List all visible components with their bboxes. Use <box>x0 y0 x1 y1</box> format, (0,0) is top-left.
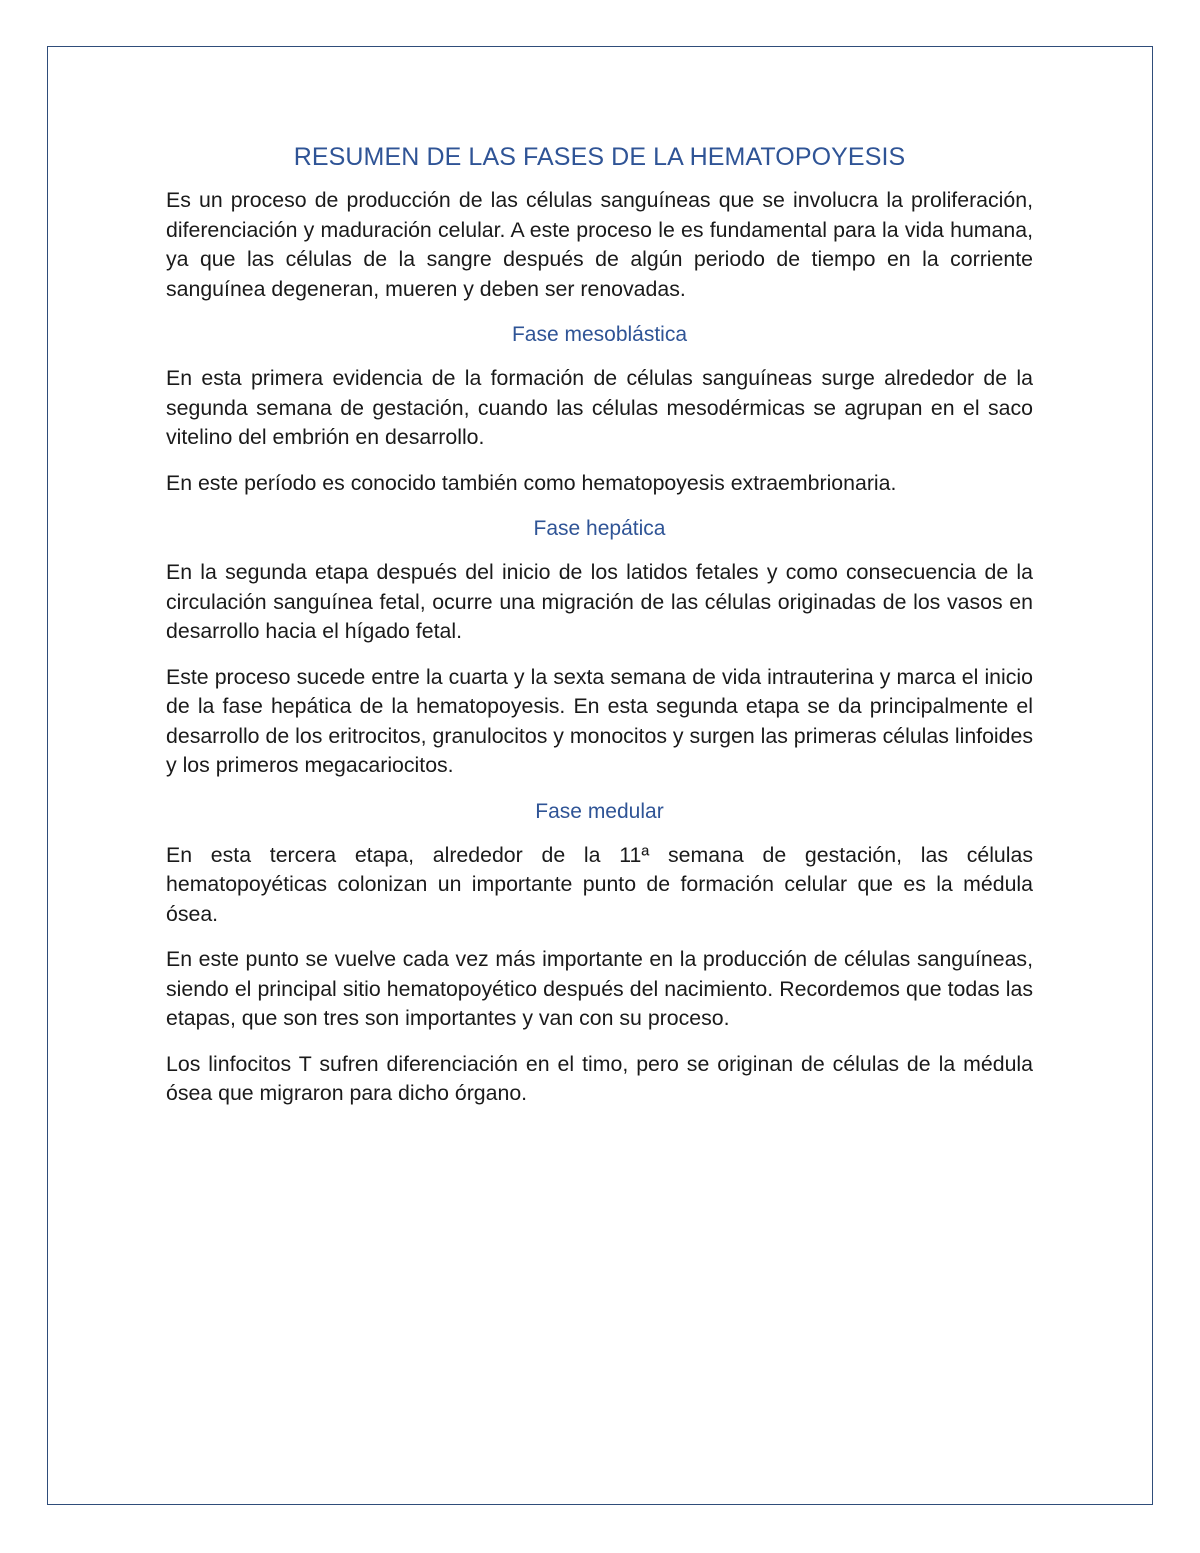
section-heading: Fase medular <box>535 799 664 823</box>
section-paragraph: En esta tercera etapa, alrededor de la 11ª semana de gestación, las células hematopoyéticas colonizan un importante punto de formación celular que es la médula ósea. <box>166 842 1033 926</box>
section-paragraph: En la segunda etapa después del inicio de los latidos fetales y como consecuencia de la circulación sanguínea fetal, ocurre una migración de las células originadas de los vasos en desarrollo hacia el hígado fetal. <box>166 560 1033 643</box>
document-title: RESUMEN DE LAS FASES DE LA HEMATOPOYESIS <box>293 143 906 171</box>
section-paragraph: Los linfocitos T sufren diferenciación en el timo, pero se originan de células de la médula ósea que migraron para dicho órgano. <box>166 1051 1033 1105</box>
section-paragraph: En este período es conocido también como hematopoyesis extraembrionaria. <box>166 470 897 495</box>
section-heading: Fase mesoblástica <box>511 323 688 346</box>
section-fase-medular <box>166 797 1033 1109</box>
section-paragraph: En este punto se vuelve cada vez más importante en la producción de células sanguíneas, siendo el principal sitio hematopoyético después del nacimiento. Recordemos que todas las etapas, que son tres son importantes y van con su proceso. <box>166 947 1033 1030</box>
section-fase-hepatica <box>166 514 1033 781</box>
section-fase-mesoblastica <box>166 320 1033 498</box>
section-heading: Fase hepática <box>533 517 666 540</box>
section-paragraph: En esta primera evidencia de la formación de células sanguíneas surge alrededor de la segunda semana de gestación, cuando las células mesodérmicas se agrupan en el saco vitelino del embrión en desarrollo. <box>166 366 1033 449</box>
section-paragraph: Este proceso sucede entre la cuarta y la sexta semana de vida intrauterina y marca el inicio de la fase hepática de la hematopoyesis. En esta segunda etapa se da principalmente el desarrollo de los eritrocitos, granulocitos y monocitos y surgen las primeras células linfoides y los primeros megacariocitos. <box>166 664 1033 777</box>
document-body <box>166 140 1033 1125</box>
intro-paragraph: Es un proceso de producción de las células sanguíneas que se involucra la proliferación, diferenciación y maduración celular. A este proceso le es fundamental para la vida humana, ya que las células de la sangre después de algún periodo de tiempo en la corriente sanguínea degeneran, mueren y deben ser renovadas. <box>166 188 1033 301</box>
